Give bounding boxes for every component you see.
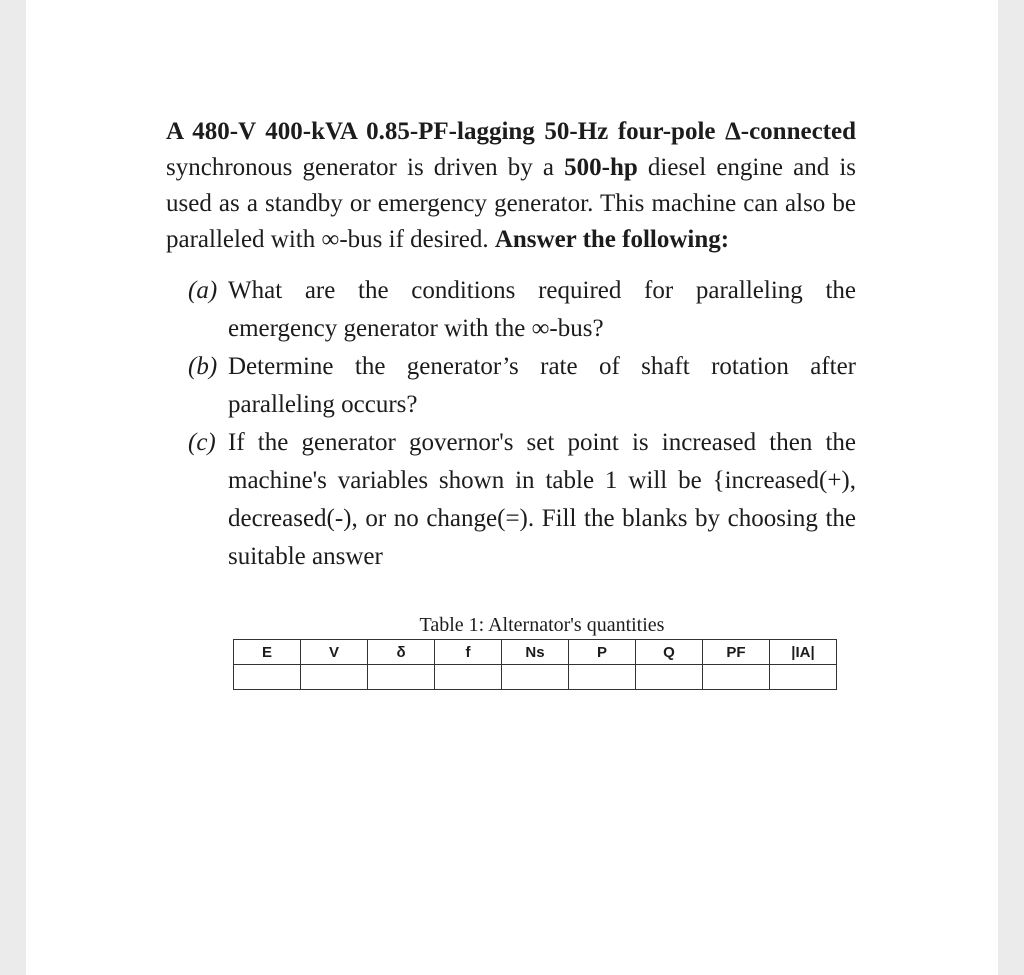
blank-cell[interactable]: [502, 665, 569, 690]
header-ia: |IA|: [770, 640, 837, 665]
table-caption: Table 1: Alternator's quantities: [419, 614, 665, 636]
quantities-table: [233, 639, 837, 690]
blank-cell[interactable]: [703, 665, 770, 690]
table-blank-row: [234, 665, 837, 690]
header-pf: PF: [703, 640, 770, 665]
blank-cell[interactable]: [636, 665, 703, 690]
blank-cell[interactable]: [301, 665, 368, 690]
intro-text-2: diesel engine and is used as a standby or emergency generator. This machine can also be paralleled with ∞-bus if desired.: [166, 154, 856, 253]
question-b-label: (b): [188, 353, 218, 380]
header-delta: δ: [368, 640, 435, 665]
blank-cell[interactable]: [435, 665, 502, 690]
document-page: [26, 0, 998, 975]
blank-cell[interactable]: [368, 665, 435, 690]
question-b: [166, 348, 856, 424]
header-q: Q: [636, 640, 703, 665]
question-a-label: (a): [188, 277, 218, 304]
header-e: E: [234, 640, 301, 665]
question-c-label: (c): [188, 429, 216, 456]
header-v: V: [301, 640, 368, 665]
intro-text-1: synchronous generator is driven by a: [166, 154, 565, 181]
intro-bold-3: Answer the following:: [494, 226, 730, 253]
header-f: f: [435, 640, 502, 665]
blank-cell[interactable]: [770, 665, 837, 690]
table-header-row: [234, 640, 837, 665]
question-a-text: What are the conditions required for paralleling the emergency generator with the ∞-bus?: [228, 277, 856, 342]
question-b-text: Determine the generator’s rate of shaft rotation after paralleling occurs?: [228, 353, 856, 418]
problem-content: [166, 114, 856, 690]
header-p: P: [569, 640, 636, 665]
intro-bold-1: A 480-V 400-kVA 0.85-PF-lagging 50-Hz four-pole Δ-connected: [166, 118, 856, 145]
problem-statement: [166, 114, 856, 258]
blank-cell[interactable]: [234, 665, 301, 690]
intro-bold-2: 500-hp: [564, 154, 638, 181]
header-ns: Ns: [502, 640, 569, 665]
question-a: [166, 272, 856, 348]
blank-cell[interactable]: [569, 665, 636, 690]
question-c: [166, 424, 856, 576]
question-c-text: If the generator governor's set point is increased then the machine's variables shown in table 1 will be {increased(+), decreased(-), or no change(=). Fill the blanks by choosing the suitable answer: [228, 429, 856, 570]
question-list: [166, 272, 856, 576]
